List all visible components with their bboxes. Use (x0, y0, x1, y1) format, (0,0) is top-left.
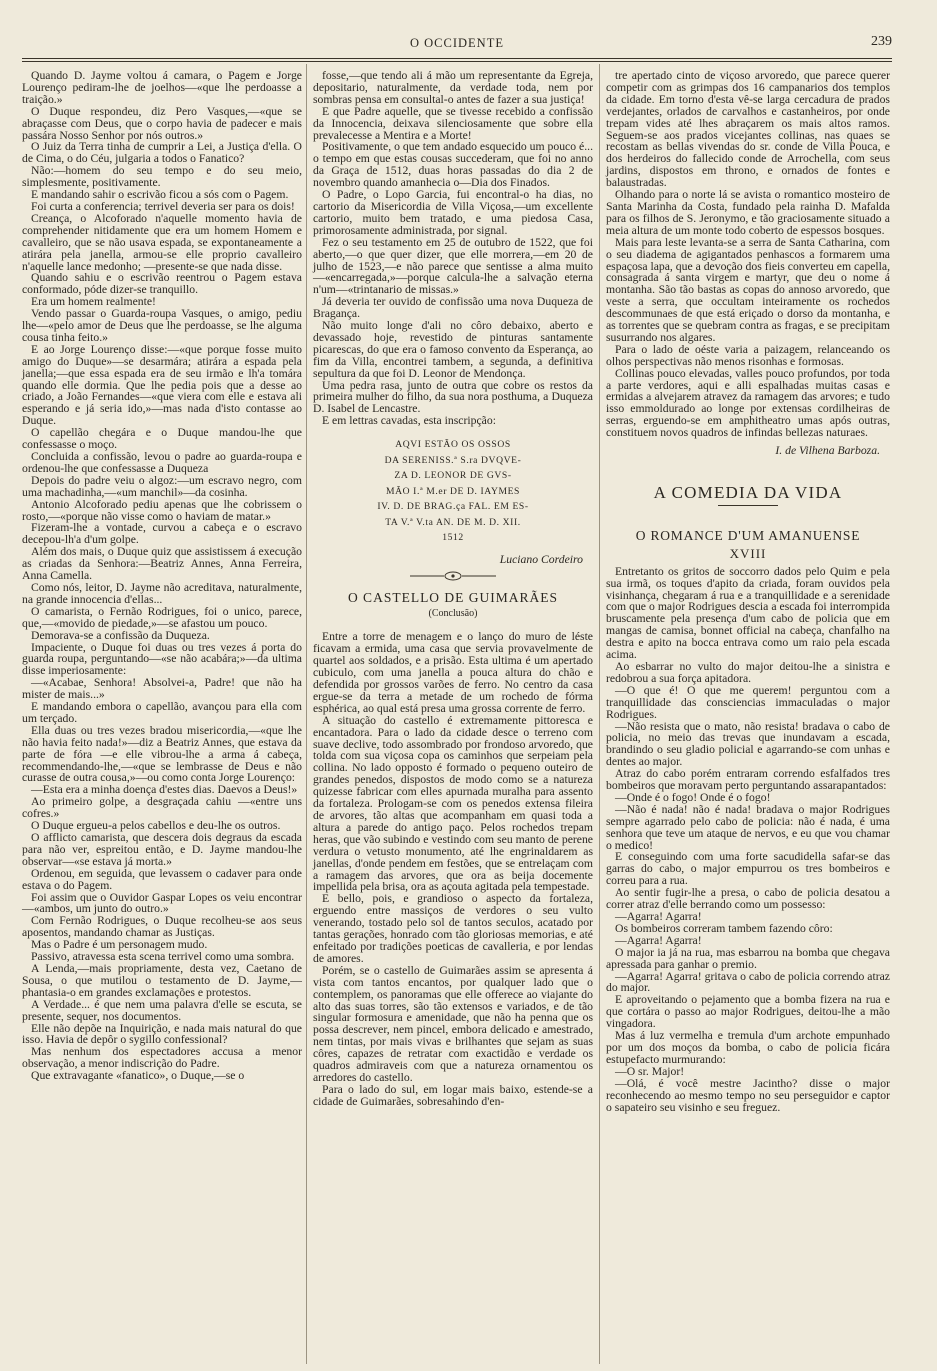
article-continuation (313, 70, 593, 427)
paragraph: —Olá, é você mestre Jacintho? disse o major reconhecendo ao mesmo tempo no seu perseguidor e captor o sapateiro seu visinho e seu freguez. (606, 1076, 890, 1114)
paragraph: Passivo, atravessa esta scena terrivel como uma sombra. (31, 950, 295, 964)
paragraph: Mais para leste levanta-se a serra de Santa Catharina, com o seu diadema de agigantados penhascos a formarem uma espaçosa lapa, que a devoção dos fieis converteu em capella, consagrada á santa virgem e martyr, que deu o nome á montanha. São tão bastas as copas do annoso arvoredo, que veste a serra, que occultam inteiramente os rochedos descommunaes de que está eriçado o dorso da montanha, e as torrentes que se quebram contra as fragas, e se precipitam susurrando nos algares. (606, 235, 890, 344)
epitaph-line: MÃO I.ª M.er DE D. IAYMES (385, 485, 520, 497)
epitaph-line: IV. D. DE BRAG.ça FAL. EM ES- (377, 501, 529, 513)
paragraph: Porém, se o castello de Guimarães assim se apresenta á vista com tantos encantos, por qualquer lado que o contemplem, os panoramas que elle offerece ao viajante do alto das suas torres, são tão extensos e variados, e de tão singular formosura e amenidade, que não ha penna que os possa descrever, nem pincel, embora delicado e amestrado, nem tintas, por mais vivas e brilhantes que sejam as suas côres, capazes de retratar com exactidão e verdade os quadros admiraveis com que a natureza ornamentou os arredores do castello. (313, 963, 593, 1084)
paragraph: —O sr. Major! (615, 1064, 685, 1078)
paragraph: O capellão chegára e o Duque mandou-lhe que confessasse o moço. (22, 426, 302, 452)
paragraph: E mandando embora o capellão, avançou para ella com um terçado. (22, 700, 302, 725)
paragraph: Impaciente, o Duque foi duas ou tres vezes á porta do guarda roupa, perguntando—«se não acabára;»—da ultima disse imperiosamente: (22, 640, 302, 678)
epitaph-line: 1512 (442, 532, 464, 544)
paragraph: E conseguindo com uma forte sacudidella safar-se das garras do cabo, o major empurrou os tres bombeiros e correu para a rua. (606, 850, 890, 888)
paragraph: A Verdade... é que nem uma palavra d'elle se escuta, se presente, sequer, nos documentos. (22, 997, 302, 1023)
paragraph: —Agarra! Agarra! gritava o cabo de policia correndo atraz do major. (606, 969, 890, 995)
newspaper-title: O OCCIDENTE (410, 36, 504, 50)
paragraph: Depois do padre veiu o algoz:—um escravo negro, com uma machadinha,—«um manchil»—da cosinha. (22, 473, 302, 499)
article-romance (606, 566, 890, 1114)
paragraph: Ordenou, em seguida, que levassem o cadaver para onde estava o do Pagem. (22, 866, 302, 892)
paragraph: O afflicto camarista, que descera dois degraus da escada para não ver, espreitou então, e D. Jayme mandou-lhe observar—«se estava já morta.» (22, 831, 302, 868)
epitaph-line: TA V.ª V.ta AN. DE M. D. XII. (385, 516, 521, 528)
section-title-comedia: A COMEDIA DA VIDA (653, 483, 843, 502)
paragraph: Demorava-se a confissão da Duqueza. (31, 628, 210, 642)
paragraph: E aproveitando o pejamento que a bomba fizera na rua e que cortára o passo ao major Rodrigues, deitou-lhe a mão vingadora. (606, 993, 890, 1031)
paragraph: Como nós, leitor, D. Jayme não acreditava, naturalmente, na grande innocencia d'ellas... (22, 580, 302, 606)
paragraph: Mas nenhum dos espectadores accusa a menor observação, a menor indiscrição do Padre. (22, 1045, 302, 1071)
paragraph: Quando sahiu e o escrivão reentrou o Pagem estava conformado, póde dizer-se tranquillo. (22, 271, 302, 297)
header-rule-top (22, 58, 892, 59)
paragraph: Quando D. Jayme voltou á camara, o Pagem e Jorge Lourenço pediram-lhe de joelhos—«que lhe perdoasse a traição.» (22, 69, 302, 106)
paragraph: —Esta era a minha doença d'estes dias. Daevos a Deus!» (31, 783, 298, 797)
paragraph: E bello, pois, e grandioso o aspecto da fortaleza, erguendo entre massiços de verdores o seu vulto venerando, tostado pelo sol de tantos seculos, acatado por tantas gerações, honrado com tão gloriosas memorias, e até enfeitado por tradições poeticas de cavalleria, e por lendas de amores. (313, 892, 593, 965)
paragraph: —Agarra! Agarra! (615, 933, 702, 947)
paragraph: Concluida a confissão, levou o padre ao guarda-roupa e ordenou-lhe que confessasse a Duqueza (22, 450, 302, 475)
paragraph: Creança, o Alcoforado n'aquelle momento havia de comprehender nitidamente que era um homem Homem e cavalleiro, que se não usava espada, se expontaneamente a atirára pela janella, armou-se elle proprio cavalleiro n'aquelle lance medonho; —presente-se que nada disse. (22, 211, 302, 273)
paragraph: E ao Jorge Lourenço disse:—«que porque fosse muito amigo do Duque»—se desarmára; atirára a espada pela janella;—que essa espada era de seu irmão e lh'a tomára quando elle dormia. Que lhe pedia pois que a desse ao criado, a João Fernandes—«que viera com elle e estava ali esperando e já seria ido,»—mas nada d'isto contasse ao Duque. (22, 342, 302, 428)
section-title-castello: O CASTELLO DE GUIMARÃES (347, 589, 559, 605)
column-divider-2 (599, 64, 600, 1364)
paragraph: O Juiz da Terra tinha de cumprir a Lei, a Justiça d'ella. O de Cima, o do Céu, julgaria a todos o Fanatico? (22, 140, 302, 166)
paragraph: Já deveria ter ouvido de confissão uma nova Duqueza de Bragança. (313, 295, 593, 321)
epitaph-line: ZA D. LEONOR DE GVS- (394, 470, 512, 482)
paragraph: Que extravagante «fanatico», o Duque,—se o (31, 1069, 245, 1083)
paragraph: O major ia já na rua, mas esbarrou na bomba que chegava apressada para ganhar o premio. (606, 945, 890, 971)
paragraph: O Duque ergueu-a pelos cabellos e deu-lhe os outros. (31, 819, 281, 833)
paragraph: Para o lado do sul, em logar mais baixo, estende-se a cidade de Guimarães, sobresahindo d'en- (313, 1082, 593, 1108)
paragraph: O camarista, o Fernão Rodrigues, foi o unico, parece, que,—«movido de piedade,»—se afastou um pouco. (22, 604, 302, 630)
paragraph: Além dos mais, o Duque quiz que assistissem á execução as criadas da Senhora:—Beatriz Annes, Anna Ferreira, Anna Camella. (22, 545, 302, 583)
paragraph: E em lettras cavadas, esta inscripção: (322, 414, 496, 428)
column-1 (22, 70, 302, 1082)
paragraph: Era um homem realmente! (31, 295, 156, 309)
article-castello-continued (606, 70, 890, 439)
column-2 (313, 70, 593, 1108)
section-subtitle: (Conclusão) (428, 607, 478, 619)
epitaph-inscription (313, 437, 593, 546)
paragraph: Ao esbarrar no vulto do major deitou-lhe a sinistra e redobrou a sua força apitadora. (606, 659, 890, 685)
title-rule (718, 505, 778, 506)
column-divider-1 (306, 64, 307, 1364)
paragraph: Ao sentir fugir-lhe a presa, o cabo de policia desatou a correr atraz d'elle berrando como um possesso: (606, 886, 890, 912)
author-signature: Luciano Cordeiro (499, 552, 583, 566)
serial-title: O ROMANCE D'UM AMANUENSE (635, 527, 861, 543)
paragraph: —Não resista que o mato, não resista! bradava o cabo de policia, no meio das trevas que inundavam a escada, brandindo o seu gladio policial e agarrando-se com unhas e dentes ao major. (606, 719, 890, 769)
paragraph: Positivamente, o que tem andado esquecido um pouco é... o tempo em que estas cousas succederam, que foi no anno da Graça de 1512, duas horas passadas do dia 2 de novembro quando amanhecia o—Dia dos Finados. (313, 140, 593, 190)
epitaph-line: DA SERENISS.ª S.ra DVQVE- (384, 454, 522, 466)
paragraph: O Duque respondeu, diz Pero Vasques,—«que se abraçasse com Deus, que o corpo havia de padecer e mais passára Nosso Senhor por nós outros.» (22, 104, 302, 142)
paragraph: Antonio Alcoforado pediu apenas que lhe cobrissem o rosto,—«porque não visse como o haviam de matar.» (22, 497, 302, 523)
paragraph: Foi assim que o Ouvidor Gaspar Lopes os veiu encontrar—«ambos, um junto do outro.» (22, 890, 302, 916)
paragraph: O Padre, o Lopo Garcia, fui encontral-o ha dias, no cartorio da Misericordia de Villa Viçosa,—um excellente cartorio, muito bem tratado, e uma piedosa Casa, primorosamente administrada, por signal. (313, 188, 593, 237)
chapter-number: XVIII (729, 545, 767, 561)
paragraph: Olhando para o norte lá se avista o romantico mosteiro de Santa Marinha da Costa, fundado pela rainha D. Mafalda para os filhos de S. Jeronymo, e tão graciosamente situado a meia altura de um monte todo coberto de espessos bosques. (606, 188, 890, 237)
paragraph: Elle não depõe na Inquirição, e nada mais natural do que isso. Havia de depôr o sygillo confessional? (22, 1021, 302, 1047)
page-number: 239 (871, 34, 892, 49)
paragraph: A situação do castello é extremamente pittoresca e encantadora. Para o lado da cidade desce o terreno com suave declive, todo assombrado por frondoso arvoredo, que tolda com sua viçosa copa os caminhos que serpeiam pela collina. No lado opposto é formado o pequeno outeiro de grandes penedos, dispostos de modo como se a natureza quizesse fabricar com elles apurnada muralha para assento da fortaleza. Prologam-se com os penedos extensa fileira de arvores, tão altas que acompanham em quasi toda a altura a parede do antigo paço. Pelos rochedos trepam heras, que vão subindo e vestindo com seu manto de perene verdura o vetusto monumento, até lhe engrinaldarem as janellas, d'onde pendem em festões, que se entrelaçam com a ramagem das arvores, que ora as beija docemente impellida pela brisa, ora as açouta agitada pela tempestade. (313, 713, 593, 894)
paragraph: E que Padre aquelle, que se tivesse recebido a confissão da Innocencia, deixava silenciosamente que sobre ella prevalecesse a Mentira e a Morte! (313, 104, 593, 142)
paragraph: E mandando sahir o escrivão ficou a sós com o Pagem. (31, 188, 289, 202)
paragraph: Entretanto os gritos de soccorro dados pelo Quim e pela sua irmã, os toques d'apito da criada, foram ouvidos pela visinhança, chegaram á rua e a tranquillidade e a serenidade com que o major Rodrigues descia a escada foi interrompida bruscamente pela presença d'um cabo de policia que em mangas de camisa, bonnet official na cabeça, chanfalho na destra e apito na bocca entrava como um raio pela escada acima. (606, 564, 890, 662)
paragraph: Não:—homem do seu tempo e do seu meio, simplesmente, positivamente. (22, 164, 302, 190)
paragraph: tre apertado cinto de viçoso arvoredo, que parece querer competir com as grimpas dos 16 campanarios dos templos da cidade. Em torno d'esta vê-se larga cercadura de prados verdejantes, orlados de carvalhos e castanheiros, por onde trepam vides até lhes abraçarem os mais altos ramos. Seguem-se aos prados vicejantes collinas, nas quaes se recostam as bellas vivendas do sr. conde de Villa Pouca, e dos herdeiros do fallecido conde de Arrochella, com seus jardins, dispostos em throno, e ornados de fontes e balaustradas. (606, 69, 890, 190)
paragraph: Foi curta a conferencia; terrivel deveria ser para os dois! (31, 199, 295, 213)
paragraph: Mas o Padre é um personagem mudo. (31, 938, 208, 952)
paragraph: —Onde é o fogo! Onde é o fogo! (615, 790, 771, 804)
paragraph: Atraz do cabo porém entraram correndo esfalfados tres bombeiros que moravam perto perguntando assarapantados: (606, 767, 890, 793)
author-signature-2: I. de Vilhena Barboza. (775, 444, 880, 458)
paragraph: Os bombeiros correram tambem fazendo côro: (615, 921, 833, 935)
paragraph: Mas á luz vermelha e tremula d'um archote empunhado por um dos moços da bomba, o cabo de policia ficára estupefacto murmurando: (606, 1029, 890, 1066)
paragraph: —Agarra! Agarra! (615, 910, 702, 923)
paragraph: —Não é nada! não é nada! bradava o major Rodrigues sempre agarrado pelo cabo de policia: não é nada, é uma senhora que teve um ataque de nervos, e eu que vou chamar o medico! (606, 802, 890, 852)
paragraph: Collinas pouco elevadas, valles pouco profundos, por toda a parte verdores, aqui e alli espalhadas muitas casas e ermidas a alvejarem atravez da ramagem das arvores; e tudo isso emmoldurado ao longe por extensas cordilheiras de serras, erguendo-se em amphitheatro umas após outras, constituem novos quadros de infindas bellezas naturaes. (606, 366, 890, 440)
paragraph: Para o lado de oéste varia a paizagem, relanceando os olhos perspectivas não menos risonhas e formosas. (606, 342, 890, 368)
paragraph: Uma pedra rasa, junto de outra que cobre os restos da primeira mulher do filho, da sua nora posthuma, a Duqueza D. Isabel de Lencastre. (313, 378, 593, 416)
paragraph: —«Acabae, Senhora! Absolvei-a, Padre! que não ha mister de mais...» (22, 676, 302, 702)
paragraph: Entre a torre de menagem e o lanço do muro de léste ficavam a ermida, uma casa que servia provavelmente de quartel aos soldados, e a prisão. Esta ultima é um apertado cubiculo, com uma janella a pouca altura do chão e defendida por grossos varões de ferro. No centro da casa ergue-se da terra a metade de um rochedo de fórma esphérica, ao qual está presa uma grossa corrente de ferro. (313, 630, 593, 715)
paragraph: Com Fernão Rodrigues, o Duque recolheu-se aos seus aposentos, mandando chamar as Justiças. (22, 914, 302, 940)
epitaph-line: AQVI ESTÃO OS OSSOS (395, 439, 511, 451)
page-header (22, 30, 892, 54)
paragraph: Fez o seu testamento em 25 de outubro de 1522, que foi aberto,—o que quer dizer, que elle morrera,—em 20 de julho de 1523,—e não parece que sentisse a alma muito—«encarregada,»—porque calcula-lhe a salvação eterna n'um—«trintanario de missas.» (313, 235, 593, 297)
column-3 (606, 70, 890, 1113)
paragraph: Ella duas ou tres vezes bradou misericordia,—«que lhe não havia feito nada!»—diz a Beatriz Annes, que estava da parte de fóra —e elle vibrou-lhe a arma á cabeça, recommendando-lhe,—«que se lembrasse de Deus e não curasse de outra cousa,»—ou como conta Jorge Lourenço: (22, 723, 302, 785)
header-rule-bottom (22, 61, 892, 62)
paragraph: Vendo passar o Guarda-roupa Vasques, o amigo, pediu lhe—«pelo amor de Deus que lhe perdoasse, se lhe alguma cousa tinha feito.» (22, 307, 302, 344)
paragraph: —O que é! O que me querem! perguntou com a tranquillidade das consciencias immaculadas o major Rodrigues. (606, 683, 890, 721)
article-castello (313, 631, 593, 1107)
paragraph: Fizeram-lhe a vontade, curvou a cabeça e o escravo decepou-lh'a d'um golpe. (22, 521, 302, 547)
paragraph: A Lenda,—mais propriamente, desta vez, Caetano de Sousa, o que mutilou o testamento de D. Jayme,—phantasia-o em grandes exclamações e protestos. (22, 961, 302, 999)
ornament-divider (313, 570, 593, 582)
paragraph: Não muito longe d'ali no côro debaixo, aberto e devassado hoje, revestido de pinturas santamente picarescas, do que era o famoso convento da Esperança, ao fim da Villa, encontrei tambem, a segunda, a definitiva sepultura da que foi D. Leonor de Mendonça. (313, 319, 593, 380)
paragraph: fosse,—que tendo ali á mão um representante da Egreja, depositario, naturalmente, da verdade toda, nem por sombras pensa em consultal-o antes de fazer a sua justiça! (313, 69, 593, 106)
paragraph: Ao primeiro golpe, a desgraçada cahiu —«entre uns cofres.» (22, 795, 302, 821)
